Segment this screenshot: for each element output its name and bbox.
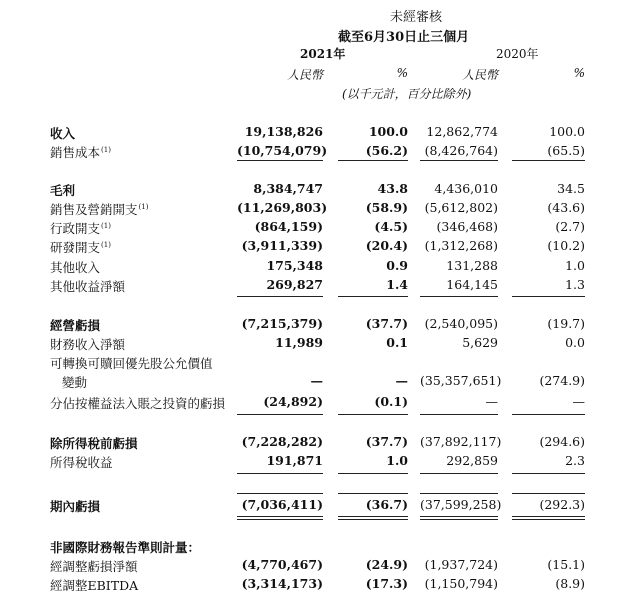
cell-v1: 19,138,826	[244, 124, 323, 139]
table-row	[0, 238, 630, 256]
cell-v2: 0.9	[386, 258, 408, 273]
cell-v4: (65.5)	[547, 143, 585, 158]
divider	[512, 516, 585, 517]
divider	[237, 519, 323, 520]
cell-v2: 0.1	[386, 335, 408, 350]
table-row	[0, 434, 630, 452]
cell-v3: (37,599,258)	[420, 497, 502, 512]
cell-v4: (294.6)	[539, 434, 585, 449]
cell-v4: 100.0	[549, 124, 585, 139]
header-pct-2020: %	[573, 66, 585, 80]
divider	[237, 296, 323, 297]
divider	[420, 296, 498, 297]
table-row	[0, 373, 630, 391]
cell-v1: 175,348	[266, 258, 323, 273]
header-pct-2021: %	[396, 66, 408, 80]
divider	[420, 516, 498, 517]
row-label: 其他收益淨額	[50, 279, 126, 294]
cell-v2: (56.2)	[365, 143, 408, 158]
cell-v1: (24,892)	[263, 394, 323, 409]
divider	[420, 493, 498, 494]
row-label: 毛利	[50, 183, 76, 198]
cell-v4: (19.7)	[547, 316, 585, 331]
row-label: 研發開支$^{(1)}$	[50, 240, 111, 255]
cell-v3: —	[485, 394, 498, 409]
divider	[237, 160, 323, 161]
cell-v1: —	[310, 373, 323, 388]
table-row	[0, 143, 630, 161]
cell-v4: 0.0	[565, 335, 585, 350]
cell-v1: (7,228,282)	[241, 434, 323, 449]
cell-v1: 8,384,747	[253, 181, 323, 196]
cell-v3: (1,312,268)	[424, 238, 498, 253]
header-unaudited: 未經審核	[390, 10, 443, 25]
divider	[237, 414, 323, 415]
table-row	[0, 219, 630, 237]
table-row	[0, 576, 630, 594]
table-row	[0, 277, 630, 295]
table-row	[0, 124, 630, 142]
cell-v2: (58.9)	[365, 200, 408, 215]
cell-v2: (0.1)	[374, 394, 408, 409]
cell-v2: 1.0	[386, 453, 408, 468]
row-label: 所得稅收益	[50, 455, 113, 470]
table-row	[0, 181, 630, 199]
footnote-marker: (1)	[138, 202, 149, 211]
table-row	[0, 200, 630, 218]
row-label: 可轉換可贖回優先股公允價值	[50, 356, 213, 371]
row-label: 財務收入淨額	[50, 337, 126, 352]
cell-v2: (17.3)	[365, 576, 408, 591]
table-row	[0, 258, 630, 276]
cell-v4: (43.6)	[547, 200, 585, 215]
cell-v2: 43.8	[377, 181, 408, 196]
cell-v1: 269,827	[266, 277, 323, 292]
cell-v3: 12,862,774	[426, 124, 498, 139]
header-rmb-2020: 人民幣	[461, 68, 498, 82]
row-label: 收入	[50, 126, 76, 141]
cell-v1: (10,754,079)	[237, 143, 328, 158]
divider	[338, 516, 408, 517]
table-row	[0, 497, 630, 515]
cell-v1: (11,269,803)	[237, 200, 328, 215]
cell-v3: (1,150,794)	[424, 576, 498, 591]
cell-v1: (864,159)	[254, 219, 323, 234]
cell-v2: (4.5)	[374, 219, 408, 234]
header-rmb-2021: 人民幣	[286, 68, 323, 82]
divider	[237, 493, 323, 494]
cell-v1: (7,036,411)	[241, 497, 323, 512]
divider	[420, 414, 498, 415]
cell-v2: 1.4	[386, 277, 408, 292]
row-label: 經營虧損	[50, 318, 101, 333]
cell-v4: (8.9)	[555, 576, 585, 591]
divider	[420, 519, 498, 520]
cell-v1: (7,215,379)	[241, 316, 323, 331]
divider	[512, 296, 585, 297]
row-label: 經調整EBITDA	[50, 578, 139, 593]
cell-v2: (37.7)	[365, 434, 408, 449]
row-label: 行政開支$^{(1)}$	[50, 221, 111, 236]
footnote-marker: (1)	[101, 145, 111, 154]
row-label: 非國際財務報告準則計量：	[50, 540, 201, 555]
cell-v3: 131,288	[446, 258, 498, 273]
table-row	[0, 394, 630, 412]
row-label: 變動	[62, 375, 88, 390]
cell-v1: 11,989	[275, 335, 323, 350]
cell-v2: 100.0	[368, 124, 408, 139]
cell-v3: 164,145	[446, 277, 498, 292]
cell-v1: 191,871	[266, 453, 323, 468]
cell-v3: (346,468)	[436, 219, 498, 234]
divider	[512, 493, 585, 494]
divider	[338, 473, 408, 474]
footnote-marker: (1)	[101, 221, 111, 230]
divider	[338, 519, 408, 520]
cell-v2: (20.4)	[365, 238, 408, 253]
cell-v1: (4,770,467)	[241, 557, 323, 572]
divider	[512, 160, 585, 161]
cell-v2: —	[395, 373, 408, 388]
cell-v1: (3,314,173)	[241, 576, 323, 591]
row-label: 經調整虧損淨額	[50, 559, 138, 574]
divider	[237, 473, 323, 474]
cell-v4: 34.5	[557, 181, 585, 196]
table-row	[0, 538, 630, 556]
divider	[338, 414, 408, 415]
cell-v2: (24.9)	[365, 557, 408, 572]
row-label: 分佔按權益法入賬之投資的虧損	[50, 396, 226, 411]
cell-v4: (292.3)	[539, 497, 585, 512]
row-label: 銷售成本$^{(1)}$	[50, 145, 111, 160]
table-row	[0, 453, 630, 471]
table-row	[0, 557, 630, 575]
cell-v4: (10.2)	[547, 238, 585, 253]
header-year-2020: 2020年	[496, 47, 539, 61]
cell-v4: (2.7)	[555, 219, 585, 234]
divider	[512, 519, 585, 520]
header-period: 截至6月30日止三個月	[338, 30, 470, 45]
cell-v4: 2.3	[565, 453, 585, 468]
cell-v3: 4,436,010	[434, 181, 498, 196]
cell-v3: (2,540,095)	[424, 316, 498, 331]
cell-v4: (274.9)	[539, 373, 585, 388]
divider	[338, 296, 408, 297]
header-year-2021: 2021年	[300, 47, 346, 61]
cell-v4: (15.1)	[547, 557, 585, 572]
cell-v3: (5,612,802)	[424, 200, 498, 215]
cell-v4: 1.0	[565, 258, 585, 273]
cell-v1: (3,911,339)	[241, 238, 323, 253]
divider	[512, 414, 585, 415]
table-row	[0, 354, 630, 372]
divider	[420, 473, 498, 474]
cell-v3: (35,357,651)	[420, 373, 502, 388]
divider	[512, 473, 585, 474]
row-label: 其他收入	[50, 260, 101, 275]
cell-v3: (1,937,724)	[424, 557, 498, 572]
footnote-marker: (1)	[101, 240, 111, 249]
row-label: 期內虧損	[50, 499, 101, 514]
divider	[237, 516, 323, 517]
cell-v2: (36.7)	[365, 497, 408, 512]
cell-v3: (37,892,117)	[420, 434, 502, 449]
cell-v4: 1.3	[565, 277, 585, 292]
cell-v2: (37.7)	[365, 316, 408, 331]
table-row	[0, 335, 630, 353]
cell-v3: (8,426,764)	[424, 143, 498, 158]
cell-v4: —	[572, 394, 585, 409]
row-label: 除所得稅前虧損	[50, 436, 138, 451]
divider	[420, 160, 498, 161]
cell-v3: 292,859	[446, 453, 498, 468]
divider	[338, 160, 408, 161]
divider	[338, 493, 408, 494]
cell-v3: 5,629	[462, 335, 498, 350]
table-row	[0, 316, 630, 334]
row-label: 銷售及營銷開支$^{(1)}$	[50, 202, 149, 217]
header-units: (以千元計，百分比除外)	[342, 87, 472, 101]
